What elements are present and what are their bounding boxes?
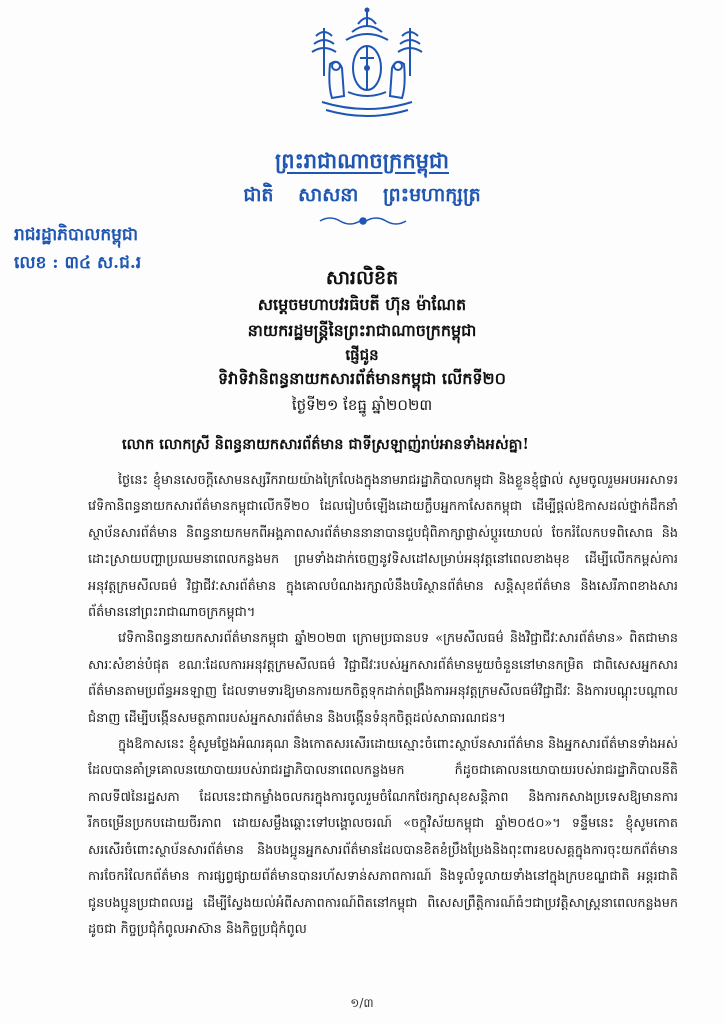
national-motto: ជាតិ សាសនា ព្រះមហាក្សត្រ	[243, 184, 481, 206]
letter-date: ថ្ងៃទី២១ ខែធ្នូ ឆ្នាំ២០២៣	[291, 396, 433, 414]
sent-to: ផ្ញើជូន	[345, 346, 379, 364]
letter-title: សារលិខិត	[325, 267, 399, 289]
kingdom-name: ព្រះរាជាណាចក្រកម្ពុជា	[274, 148, 449, 173]
letter-body	[88, 468, 678, 943]
greeting-line: លោក លោកស្រី និពន្ធនាយកសារព័ត៌មាន ជាទីស្រឡាញ់រាប់អានទាំងអស់គ្នា!	[122, 436, 529, 453]
letter-author: សម្ដេចមហាបវរធិបតី ហ៊ុន ម៉ាណែត	[257, 295, 467, 314]
page-number: ១/៣	[350, 996, 374, 1010]
author-position: នាយករដ្ឋមន្ត្រីនៃព្រះរាជាណាចក្រកម្ពុជា	[247, 321, 477, 340]
ornament-divider-icon	[318, 213, 408, 229]
reference-number: លេខ : ៣៤ ស.ជ.រ	[14, 253, 142, 273]
body-paragraph: ថ្ងៃនេះ ខ្ញុំមានសេចក្តីសោមនស្សរីករាយយ៉ាងក្រៃលែងក្នុងនាមរាជរដ្ឋាភិបាលកម្ពុជា និងខ្លួនខ្ញុំផ្ទាល់ សូមចូលរួមអបអរសាទរវេទិកានិពន្ធនាយកសារព័ត៌មានកម្ពុជាលើកទី២០ ដែលរៀបចំឡើងដោយក្លឹបអ្នកកាសែតកម្ពុជា ដើម្បីផ្តល់ឱកាសដល់ថ្នាក់ដឹកនាំស្ថាប័នសារព័ត៌មាន និពន្ធនាយកមកពីអង្គភាពសារព័ត៌មាននានាបានជួបជុំពិភាក្សាផ្លាស់ប្តូរយោបល់ ចែករំលែកបទពិសោធ និងដោះស្រាយបញ្ហាប្រឈមនាពេលកន្លងមក ព្រមទាំងដាក់ចេញនូវទិសដៅសម្រាប់អនុវត្តនៅពេលខាងមុខ ដើម្បីលើកកម្ពស់ការអនុវត្តក្រមសីលធម៌ វិជ្ជាជីវៈសារព័ត៌មាន ក្នុងគោលបំណងរក្សាលំនឹងបរិស្ថានព័ត៌មាន សន្តិសុខព័ត៌មាន និងសេរីភាពខាងសារព័ត៌មាននៅព្រះរាជាណាចក្រកម្ពុជា។	[88, 473, 678, 621]
government-name: រាជរដ្ឋាភិបាលកម្ពុជា	[14, 225, 139, 245]
event-name: ទិវាទិវានិពន្ធនាយកសារព័ត៌មានកម្ពុជា លើកទី២០	[218, 369, 506, 388]
body-paragraph: វេទិកានិពន្ធនាយកសារព័ត៌មានកម្ពុជា ឆ្នាំ២០២៣ ក្រោមប្រធានបទ «ក្រមសីលធម៌ និងវិជ្ជាជីវៈសារព័ត៌មាន» ពិតជាមានសារៈសំខាន់បំផុត ខណៈដែលការអនុវត្តក្រមសីលធម៌ វិជ្ជាជីវៈរបស់អ្នកសារព័ត៌មានមួយចំនួននៅមានកម្រិត ជាពិសេសអ្នកសារព័ត៌មានតាមប្រព័ន្ធអនឡាញ ដែលទាមទារឱ្យមានការយកចិត្តទុកដាក់ពង្រឹងការអនុវត្តក្រមសីលធម៌វិជ្ជាជីវៈ និងការបណ្តុះបណ្តាលជំនាញ ដើម្បីបង្កើនសមត្ថភាពរបស់អ្នកសារព័ត៌មាន និងបង្កើនទំនុកចិត្តដល់សាធារណជន។	[88, 631, 678, 726]
coat-of-arms-emblem	[302, 6, 432, 124]
body-paragraph: ក្នុងឱកាសនេះ ខ្ញុំសូមថ្លែងអំណរគុណ និងកោតសរសើរដោយស្មោះចំពោះស្ថាប័នសារព័ត៌មាន និងអ្នកសារព័ត៌មានទាំងអស់ ដែលបានគាំទ្រគោលនយោបាយរបស់រាជរដ្ឋាភិបាលនាពេលកន្លងមក ក៏ដូចជាគោលនយោបាយរបស់រាជរដ្ឋាភិបាលនីតិកាលទី៧នៃរដ្ឋសភា ដែលនេះជាកម្លាំងចលករក្នុងការចូលរួមចំណែកថែរក្សាសុខសន្តិភាព និងការកសាងប្រទេសឱ្យមានការរីកចម្រើនប្រកបដោយចីរភាព ដោយសម្លឹងឆ្ពោះទៅបង្គោលចរណ៍ «ចក្ខុវិស័យកម្ពុជា ឆ្នាំ២០៥០»។ ទន្ទឹមនេះ ខ្ញុំសូមកោតសរសើរចំពោះស្ថាប័នសារព័ត៌មាន និងបងប្អូនអ្នកសារព័ត៌មានដែលបានខិតខំប្រឹងប្រែងនិងពុះពារឧបសគ្គក្នុងការចុះយកព័ត៌មាន ការចែករំលែកព័ត៌មាន ការផ្សព្វផ្សាយព័ត៌មានបានរហ័សទាន់សភាពការណ៍ និងទូលំទូលាយទាំងនៅក្នុងក្របខណ្ឌជាតិ អន្តរជាតិ ជូនបងប្អូនប្រជាពលរដ្ឋ ដើម្បីស្វែងយល់អំពីសភាពការណ៍ពិតនៅកម្ពុជា ពិសេសព្រឹត្តិការណ៍ធំៗជាប្រវត្តិសាស្ត្រនាពេលកន្លងមកដូចជា កិច្ចប្រជុំកំពូលអាស៊ាន និងកិច្ចប្រជុំកំពូល	[88, 737, 678, 937]
